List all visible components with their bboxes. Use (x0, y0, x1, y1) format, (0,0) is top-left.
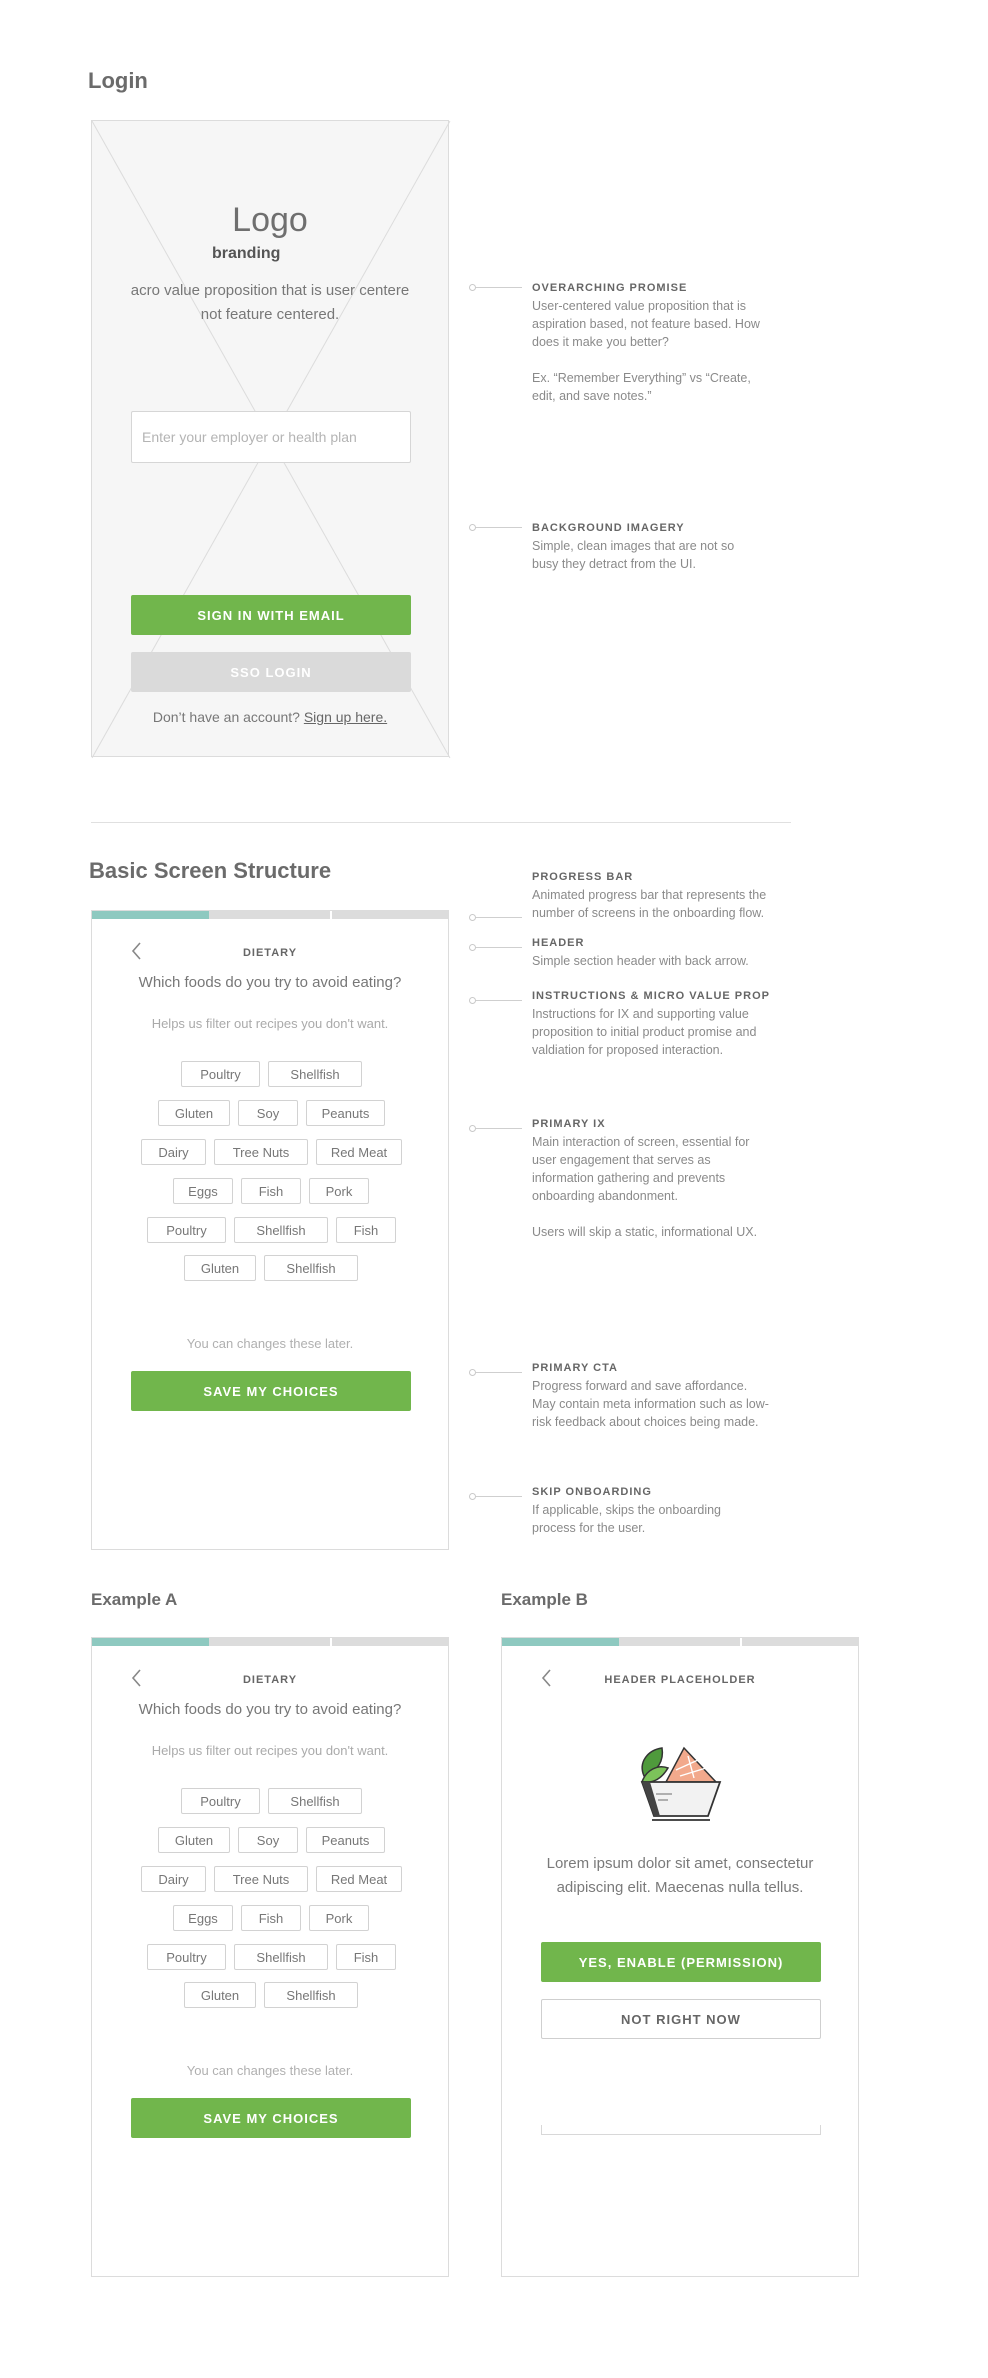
annotation-body (532, 537, 797, 573)
annotation-body (532, 1377, 797, 1431)
screen-header: HEADER PLACEHOLDER (604, 1674, 756, 1686)
annotation-line-text: aspiration based, not feature based. How (532, 317, 760, 331)
sso-login-button[interactable]: SSO LOGIN (131, 652, 411, 692)
annotation-line-text: Instructions for IX and supporting value (532, 1007, 749, 1021)
description-line-1: Lorem ipsum dolor sit amet, consectetur (546, 1855, 814, 1872)
annotation-line-text: user engagement that serves as (532, 1153, 711, 1167)
login-screen (91, 120, 449, 757)
description-line-2: adipiscing elit. Maecenas nulla tellus. (556, 1879, 804, 1896)
annotation-line-text: onboarding abandonment. (532, 1189, 678, 1203)
annotation-line-text: Main interaction of screen, essential for (532, 1135, 750, 1149)
diet-chip[interactable]: Shellfish (264, 1255, 358, 1281)
diet-chip[interactable]: Peanuts (306, 1100, 385, 1126)
diet-chip[interactable]: Pork (309, 1905, 369, 1931)
diet-chip[interactable]: Tree Nuts (214, 1866, 308, 1892)
signup-prompt-text: Don’t have an account? (152, 709, 300, 725)
progress-bar-divider (330, 911, 332, 919)
annotation-line-text: If applicable, skips the onboarding (532, 1503, 722, 1517)
diet-chip[interactable]: Poultry (147, 1944, 226, 1970)
login-section-title: Login (88, 68, 148, 93)
diet-chip[interactable]: Fish (336, 1944, 396, 1970)
annotation-body (532, 886, 797, 922)
later-note: You can changes these later. (186, 1336, 354, 1351)
annotation-title: HEADER (532, 937, 585, 949)
diet-chip[interactable]: Poultry (181, 1061, 260, 1087)
enable-permission-button[interactable]: YES, ENABLE (PERMISSION) (541, 1942, 821, 1982)
diet-chip[interactable]: Fish (336, 1217, 396, 1243)
annotation-line-text: Ex. “Remember Everything” vs “Create, (532, 371, 751, 385)
section-divider (91, 822, 791, 823)
annotation-body (532, 1501, 797, 1537)
instruction-question (92, 974, 448, 993)
signup-prompt (92, 709, 448, 725)
annotation-line (476, 1496, 522, 1497)
salmon-bowl-icon (636, 1742, 726, 1824)
annotation-line-text: May contain meta information such as low- (532, 1397, 769, 1411)
not-right-now-button[interactable]: NOT RIGHT NOW (541, 1999, 821, 2039)
annotation-title: SKIP ONBOARDING (532, 1486, 652, 1498)
annotation-body (532, 952, 797, 970)
progress-bar-fill (502, 1638, 619, 1646)
diet-chip[interactable]: Shellfish (234, 1217, 328, 1243)
annotation-dot (469, 944, 476, 951)
diet-chip[interactable]: Dairy (141, 1139, 206, 1165)
annotation-line-text: User-centered value proposition that is (532, 299, 747, 313)
annotation-line-text: Simple section header with back arrow. (532, 954, 749, 968)
annotation-body (532, 297, 797, 405)
diet-chip[interactable]: Shellfish (268, 1788, 362, 1814)
annotation-dot (469, 997, 476, 1004)
progress-bar-divider (740, 1638, 742, 1646)
diet-chip[interactable]: Eggs (173, 1178, 233, 1204)
structure-section-title: Basic Screen Structure (89, 858, 332, 883)
progress-bar-fill (92, 1638, 209, 1646)
annotation-line-text: does it make you better? (532, 335, 669, 349)
later-note: You can changes these later. (186, 2063, 354, 2078)
diet-chip[interactable]: Red Meat (316, 1866, 402, 1892)
logo: Logo (232, 201, 308, 239)
diet-chip[interactable]: Soy (238, 1827, 298, 1853)
annotation-dot (469, 1369, 476, 1376)
employer-input[interactable]: Enter your employer or health plan (131, 411, 411, 463)
dietary-screen (91, 910, 449, 1550)
annotation-line (476, 1000, 522, 1001)
annotation-body (532, 1133, 797, 1241)
annotation-dot (469, 914, 476, 921)
diet-chip[interactable]: Shellfish (264, 1982, 358, 2008)
annotation-line-text: Progress forward and save affordance. (532, 1379, 748, 1393)
diet-chip[interactable]: Gluten (158, 1100, 230, 1126)
diet-chip[interactable]: Fish (241, 1905, 301, 1931)
annotation-dot (469, 1493, 476, 1500)
example-a-title: Example A (91, 1590, 178, 1609)
annotation-dot (469, 284, 476, 291)
example-b-screen (501, 1637, 859, 2277)
diet-chip[interactable]: Pork (309, 1178, 369, 1204)
annotation-line-text: Animated progress bar that represents the (532, 888, 767, 902)
annotation-line-text: busy they detract from the UI. (532, 557, 696, 571)
annotation-body (532, 1005, 797, 1059)
annotation-title: PRIMARY IX (532, 1118, 606, 1130)
annotation-line-text: valdiation for proposed interaction. (532, 1043, 724, 1057)
annotation-title: BACKGROUND IMAGERY (532, 522, 685, 534)
annotation-line (476, 1128, 522, 1129)
annotation-title: PROGRESS BAR (532, 871, 634, 883)
instruction-subtext: Helps us filter out recipes you don't want. (151, 1743, 389, 1758)
sign-in-email-button[interactable]: SIGN IN WITH EMAIL (131, 595, 411, 635)
partial-card-bottom (541, 2125, 821, 2135)
annotation-title: OVERARCHING PROMISE (532, 282, 688, 294)
annotation-title: PRIMARY CTA (532, 1362, 618, 1374)
diet-chip[interactable]: Dairy (141, 1866, 206, 1892)
diet-chip[interactable]: Peanuts (306, 1827, 385, 1853)
diet-chip[interactable]: Shellfish (234, 1944, 328, 1970)
annotation-line (476, 1372, 522, 1373)
diet-chip[interactable]: Gluten (184, 1982, 256, 2008)
value-prop-line-1: acro value proposition that is user centere (130, 282, 410, 299)
annotation-title: INSTRUCTIONS & MICRO VALUE PROP (532, 990, 770, 1002)
example-b-title: Example B (501, 1590, 588, 1609)
instruction-question-text: Which foods do you try to avoid eating? (138, 1701, 402, 1718)
annotation-dot (469, 524, 476, 531)
example-a-screen (91, 1637, 449, 2277)
annotation-line (476, 527, 522, 528)
annotation-line-text: information gathering and prevents (532, 1171, 726, 1185)
annotation-line (476, 287, 522, 288)
annotation-line (476, 917, 522, 918)
annotation-line-text: edit, and save notes.” (532, 389, 652, 403)
diet-chip[interactable]: Soy (238, 1100, 298, 1126)
annotation-line-text: Simple, clean images that are not so (532, 539, 735, 553)
diet-chip[interactable]: Eggs (173, 1905, 233, 1931)
progress-bar-divider (330, 1638, 332, 1646)
progress-bar-fill (92, 911, 209, 919)
diet-chip[interactable]: Red Meat (316, 1139, 402, 1165)
instruction-question (92, 1701, 448, 1720)
annotation-line-text: proposition to initial product promise and (532, 1025, 757, 1039)
diet-chip[interactable]: Tree Nuts (214, 1139, 308, 1165)
save-choices-button[interactable]: SAVE MY CHOICES (131, 2098, 411, 2138)
annotation-line-text: risk feedback about choices being made. (532, 1415, 759, 1429)
diet-chip[interactable]: Poultry (181, 1788, 260, 1814)
diet-chip[interactable]: Fish (241, 1178, 301, 1204)
annotation-line-text: number of screens in the onboarding flow. (532, 906, 765, 920)
diet-chip[interactable]: Shellfish (268, 1061, 362, 1087)
annotation-line-text: Users will skip a static, informational UX. (532, 1225, 758, 1239)
branding-text: branding (212, 245, 281, 262)
value-prop-line-2: not feature centered. (200, 306, 340, 323)
instruction-subtext: Helps us filter out recipes you don't want. (151, 1016, 389, 1031)
diet-chip[interactable]: Gluten (158, 1827, 230, 1853)
signup-link[interactable]: Sign up here. (303, 709, 388, 725)
save-choices-button[interactable]: SAVE MY CHOICES (131, 1371, 411, 1411)
annotation-line-text: process for the user. (532, 1521, 646, 1535)
instruction-question-text: Which foods do you try to avoid eating? (138, 974, 402, 991)
screen-header: DIETARY (242, 947, 298, 959)
annotation-line (476, 947, 522, 948)
diet-chip[interactable]: Poultry (147, 1217, 226, 1243)
screen-header: DIETARY (242, 1674, 298, 1686)
diet-chip[interactable]: Gluten (184, 1255, 256, 1281)
annotation-dot (469, 1125, 476, 1132)
